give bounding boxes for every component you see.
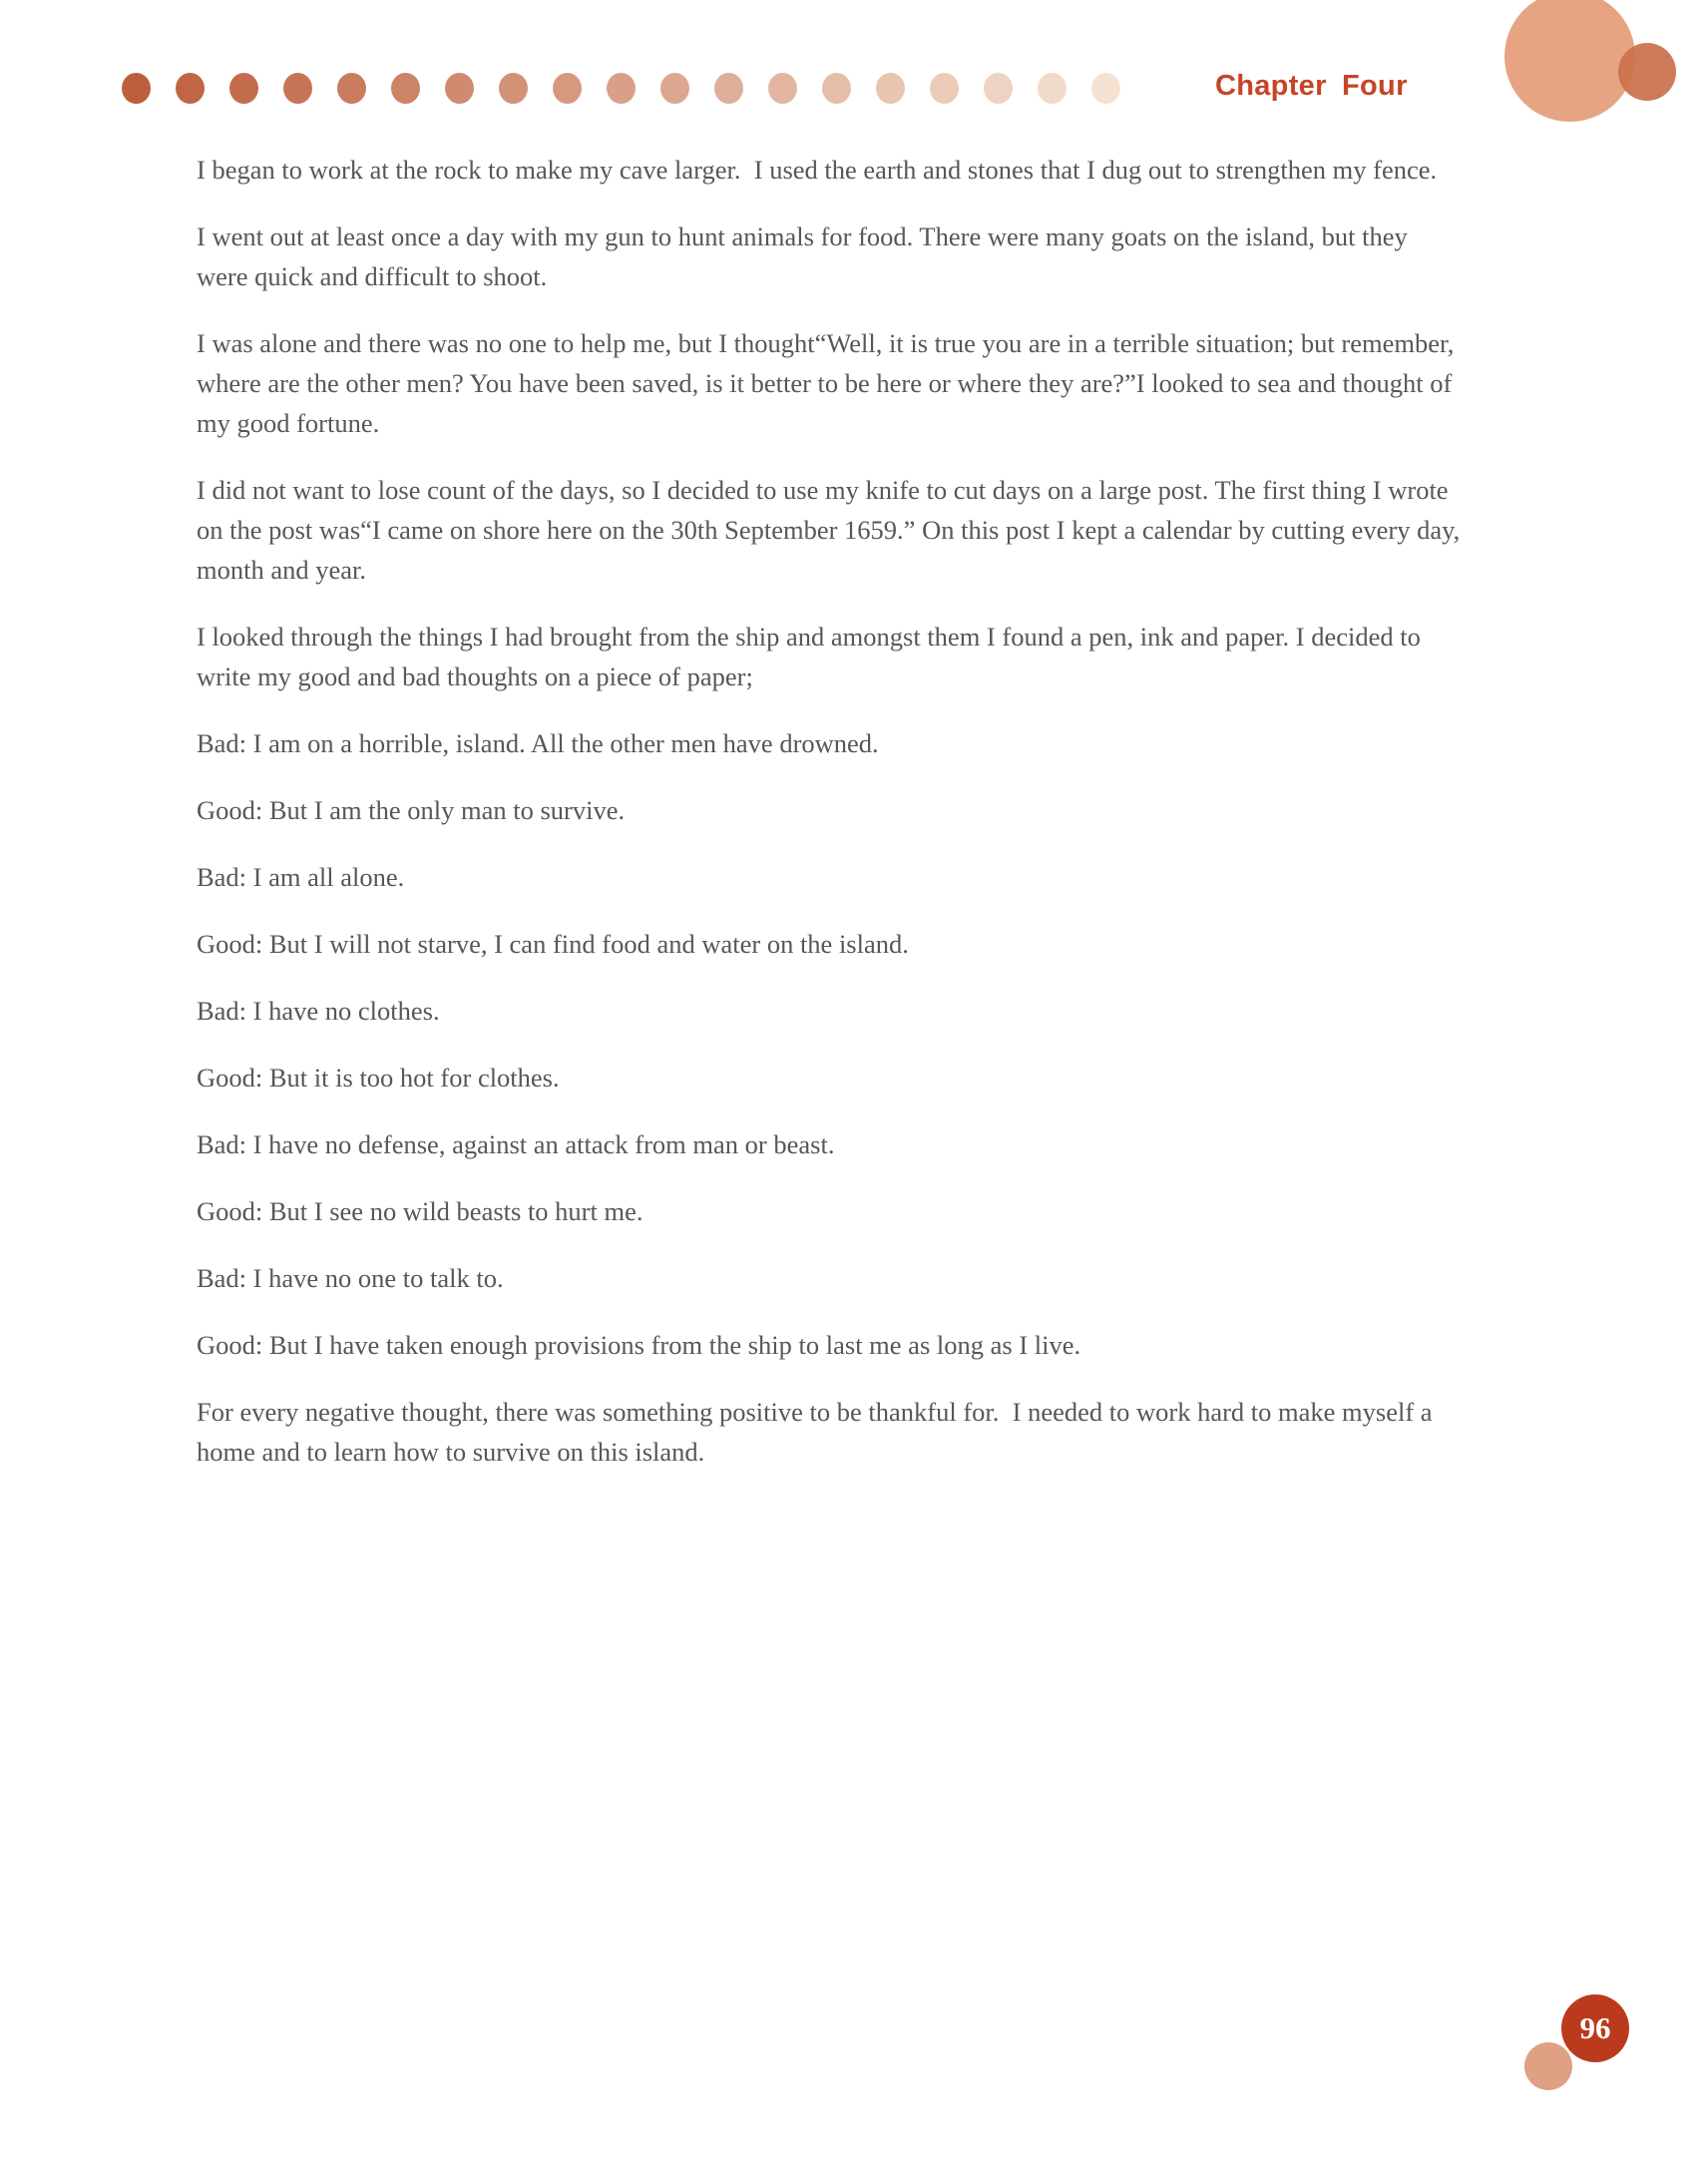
paragraph-bad-thought: Bad: I have no one to talk to.: [197, 1263, 504, 1293]
chapter-dot: [822, 73, 851, 104]
chapter-dot: [714, 73, 743, 104]
page-number-badge: [1561, 1994, 1629, 2062]
chapter-dot: [283, 73, 312, 104]
paragraph: I looked through the things I had brought from the ship and amongst them I found a pen, ink and paper. I decided to write my good and bad thoughts on a piece of paper;: [197, 622, 1421, 691]
chapter-dot: [553, 73, 582, 104]
page-number: 96: [1579, 2010, 1611, 2045]
chapter-dot: [176, 73, 205, 104]
chapter-dot: [337, 73, 366, 104]
paragraph-good-thought: Good: But it is too hot for clothes.: [197, 1063, 560, 1092]
paragraph-bad-thought: Bad: I have no clothes.: [197, 996, 440, 1026]
paragraph-bad-thought: Bad: I am all alone.: [197, 862, 405, 892]
chapter-body: [197, 150, 1464, 1499]
chapter-dot: [607, 73, 636, 104]
paragraph-good-thought: Good: But I am the only man to survive.: [197, 795, 626, 825]
paragraph-bad-thought: Bad: I have no defense, against an attack from man or beast.: [197, 1129, 835, 1159]
chapter-dot: [1038, 73, 1067, 104]
paragraph: I was alone and there was no one to help me, but I thought“Well, it is true you are in a terrible situation; but remember, where are the other men? You have been saved, is it better to be here or where they are?”I looked to sea and thought of my good fortune.: [197, 328, 1455, 438]
decorative-circle-large: [1504, 0, 1635, 122]
chapter-title: Chapter Four: [1215, 70, 1408, 102]
paragraph: For every negative thought, there was something positive to be thankful for. I needed to work hard to make myself a home and to learn how to survive on this island.: [197, 1397, 1433, 1467]
chapter-dot: [499, 73, 528, 104]
paragraph: I did not want to lose count of the days, so I decided to use my knife to cut days on a large post. The first thing I wrote on the post was“I came on shore here on the 30th September 1659.” On this post I kept a calendar by cutting every day, month and year.: [197, 475, 1461, 585]
chapter-dots-row: [122, 73, 1120, 104]
paragraph-good-thought: Good: But I have taken enough provisions from the ship to last me as long as I live.: [197, 1330, 1081, 1360]
chapter-dot: [229, 73, 258, 104]
chapter-dot: [122, 73, 151, 104]
decorative-circle-bottom: [1524, 2042, 1572, 2090]
paragraph-bad-thought: Bad: I am on a horrible, island. All the other men have drowned.: [197, 728, 879, 758]
chapter-dot: [391, 73, 420, 104]
chapter-dot: [768, 73, 797, 104]
chapter-dot: [1091, 73, 1120, 104]
chapter-dot: [984, 73, 1013, 104]
chapter-dot: [660, 73, 689, 104]
chapter-dot: [876, 73, 905, 104]
paragraph: I began to work at the rock to make my cave larger. I used the earth and stones that I dug out to strengthen my fence.: [197, 155, 1438, 185]
decorative-circle-small: [1618, 43, 1676, 101]
chapter-dot: [445, 73, 474, 104]
paragraph-good-thought: Good: But I see no wild beasts to hurt me.: [197, 1196, 643, 1226]
paragraph: I went out at least once a day with my gun to hunt animals for food. There were many goats on the island, but they were quick and difficult to shoot.: [197, 221, 1408, 291]
chapter-dot: [930, 73, 959, 104]
paragraph-good-thought: Good: But I will not starve, I can find food and water on the island.: [197, 929, 909, 959]
